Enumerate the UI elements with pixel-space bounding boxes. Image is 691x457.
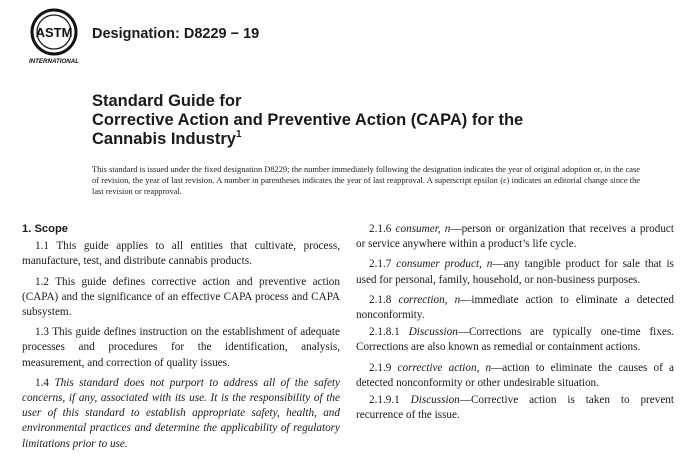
paragraph-1-1: 1.1 This guide applies to all entities that cultivate, process, manufacture, test, and distribute cannabis products.: [22, 240, 340, 268]
standard-notice: This standard is issued under the fixed designation D8229; the number immediately following the designation indicates the year of original adoption or, in the case of revision, the year of last revision. A number in parentheses indicates the year of last reapproval. A superscript epsilon (ε) indicates an editorial change since the last revision or reapproval.: [92, 165, 640, 196]
definition-2-1-8: 2.1.8 correction, n—immediate action to eliminate a detected nonconformity.: [356, 293, 674, 322]
definition-2-1-7: 2.1.7 consumer product, n—any tangible product for sale that is used for personal, family, household, or non-business purposes.: [356, 258, 675, 286]
title-line-1: Standard Guide for: [92, 92, 242, 110]
designation-label: Designation:: [92, 26, 180, 42]
astm-logo: [20, 6, 88, 66]
paragraph-1-3: 1.3 This guide defines instruction on the establishment of adequate processes and procedures for the identification, analysis, measurement, and correction of quality issues.: [22, 326, 340, 369]
title-footnote-mark: 1: [235, 129, 242, 140]
title-line-3: Cannabis Industry$^1$: [92, 129, 242, 148]
paragraph-1-2: 1.2 This guide defines corrective action and preventive action (CAPA) and the significance of an effective CAPA process and CAPA subsystem.: [22, 275, 340, 319]
designation: [92, 26, 259, 42]
designation-number: D8229 − 19: [183, 26, 260, 42]
right-column: [356, 222, 674, 428]
logo-text: ASTM: [35, 25, 73, 40]
definition-2-1-9: 2.1.9 corrective action, n—action to eliminate the causes of a detected nonconformity or other undesirable situation.: [356, 361, 674, 389]
discussion-2-1-9-1: 2.1.9.1 Discussion—Corrective action is taken to prevent recurrence of the issue.: [356, 394, 674, 422]
definition-2-1-6: 2.1.6 consumer, n—person or organization that receives a product or service anywhere within a product’s life cycle.: [356, 223, 674, 251]
document-title: [92, 92, 652, 149]
title-line-2: Corrective Action and Preventive Action (CAPA) for the: [92, 111, 524, 129]
left-column: [22, 222, 340, 457]
paragraph-1-4: 1.4 This standard does not purport to address all of the safety concerns, if any, associated with its use. It is the responsibility of the user of this standard to establish appropriate safety, health, and environmental practices and determine the applicability of regulatory limitations prior to use.: [22, 376, 341, 450]
section-heading-scope: 1. Scope: [22, 223, 69, 235]
logo-subtext: INTERNATIONAL: [28, 58, 80, 65]
discussion-2-1-8-1: 2.1.8.1 Discussion—Corrections are typically one-time fixes. Corrections are also known as remedial or containment actions.: [356, 326, 675, 354]
